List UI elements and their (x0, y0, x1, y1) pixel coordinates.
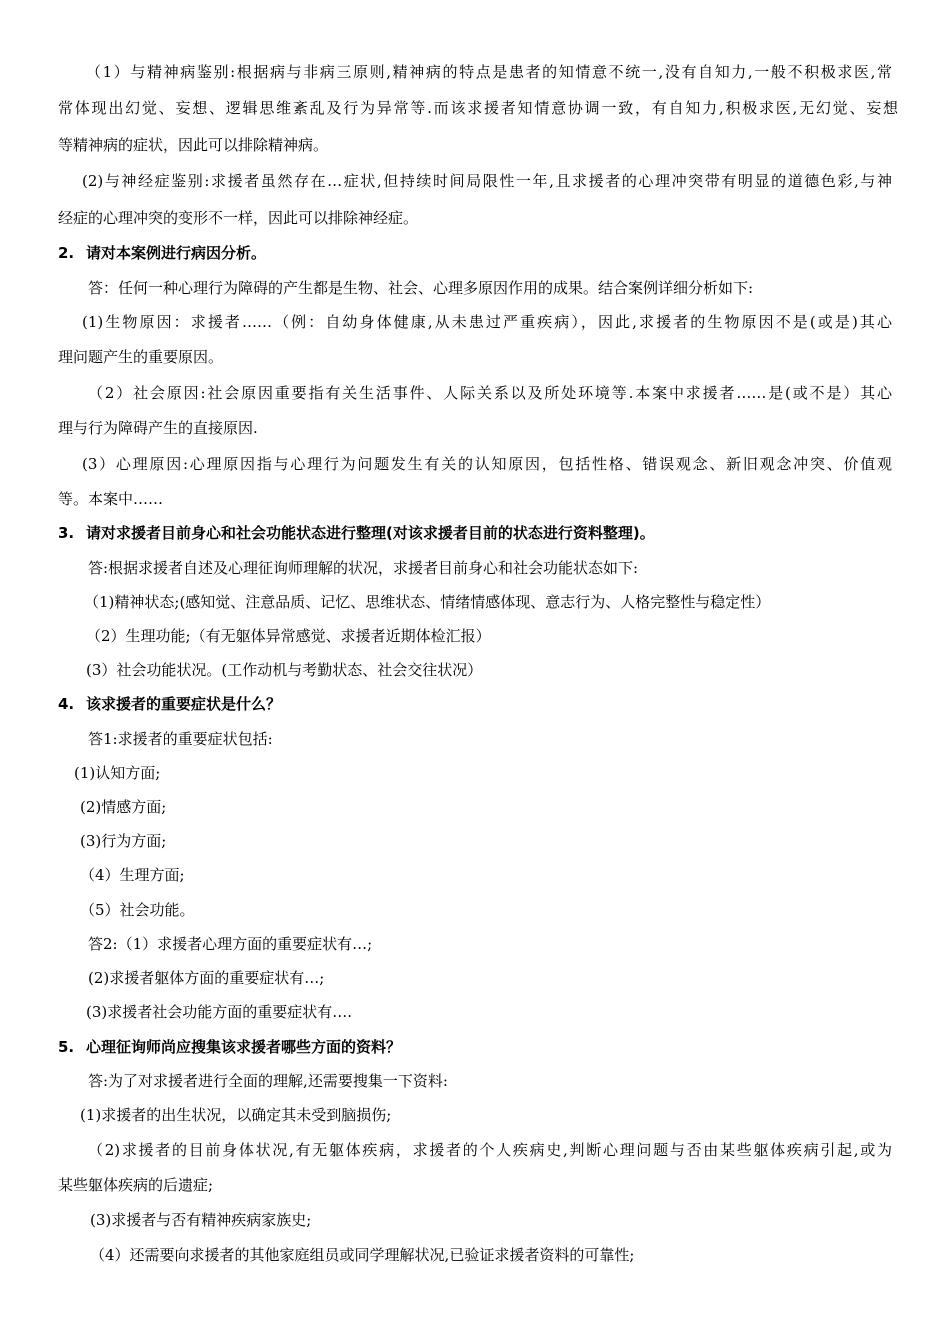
question-number: 3. (58, 524, 75, 542)
answer-line: 答:根据求援者自述及心理征询师理解的状况，求援者目前身心和社会功能状态如下: (88, 559, 639, 577)
answer-line: 答2:（1）求援者心理方面的重要症状有…; (88, 935, 373, 953)
question-title: 心理征询师尚应搜集该求援者哪些方面的资料？ (86, 1038, 402, 1056)
list-item: （4）还需要向求援者的其他家庭组员或同学理解状况,已验证求援者资料的可靠性; (90, 1246, 635, 1264)
para-line: （2）社会原因:社会原因重要指有关生活事件、人际关系以及所处环境等.本案中求援者……是(或不是）其心 (88, 384, 892, 402)
para-line: 理问题产生的重要原因。 (58, 348, 224, 366)
para-line: 理与行为障碍产生的直接原因. (58, 419, 258, 437)
list-item: (2)情感方面; (80, 798, 167, 816)
list-item: (3）社会功能状况。(工作动机与考勤状态、社会交往状况） (86, 661, 483, 679)
question-heading (58, 243, 898, 263)
question-heading (58, 694, 898, 714)
question-title: 请对求援者目前身心和社会功能状态进行整理(对该求援者目前的状态进行资料整理)。 (86, 524, 655, 542)
answer-line: 答1:求援者的重要症状包括: (88, 730, 273, 748)
question-heading (58, 523, 898, 543)
answer-line: 答：任何一种心理行为障碍的产生都是生物、社会、心理多原因作用的成果。结合案例详细分析如下: (88, 279, 754, 297)
list-item: (3)求援者与否有精神疾病家族史; (90, 1211, 312, 1229)
para-line: 经症的心理冲突的变形不一样，因此可以排除神经症。 (58, 209, 419, 227)
list-item: （2）生理功能;（有无躯体异常感觉、求援者近期体检汇报） (86, 627, 491, 645)
question-title: 该求援者的重要症状是什么？ (86, 695, 282, 713)
list-item: (1)求援者的出生状况，以确定其未受到脑损伤; (80, 1106, 392, 1124)
question-heading (58, 1037, 898, 1057)
list-item: （5）社会功能。 (80, 901, 195, 919)
question-number: 2. (58, 244, 75, 262)
para-line: （2)求援者的目前身体状况,有无躯体疾病，求援者的个人疾病史,判断心理问题与否由某些躯体疾病引起,或为 (88, 1141, 892, 1159)
answer-line: 答:为了对求援者进行全面的理解,还需要搜集一下资料: (88, 1072, 448, 1090)
list-item: (3)求援者社会功能方面的重要症状有…. (86, 1003, 353, 1021)
para-line: 等。本案中…… (58, 490, 164, 508)
para-line: (1)生物原因：求援者……（例：自幼身体健康,从未患过严重疾病），因此,求援者的生物原因不是(或是)其心 (82, 313, 892, 331)
para-line: (3）心理原因:心理原因指与心理行为问题发生有关的认知原因，包括性格、错误观念、新旧观念冲突、价值观 (82, 455, 892, 473)
list-item: (2)求援者躯体方面的重要症状有…; (88, 969, 325, 987)
para-line: (2)与神经症鉴别:求援者虽然存在…症状,但持续时间局限性一年,且求援者的心理冲突带有明显的道德色彩,与神 (82, 172, 892, 190)
question-title: 请对本案例进行病因分析。 (86, 244, 267, 262)
para-line: 常体现出幻觉、妄想、逻辑思维紊乱及行为异常等.而该求援者知情意协调一致，有自知力,积极求医,无幻觉、妄想 (58, 99, 898, 117)
para-line: 等精神病的症状，因此可以排除精神病。 (58, 136, 329, 154)
list-item: （4）生理方面; (80, 866, 185, 884)
question-number: 4. (58, 695, 75, 713)
para-line: （1）与精神病鉴别:根据病与非病三原则,精神病的特点是患者的知情意不统一,没有自知力,一般不积极求医,常 (86, 63, 892, 81)
list-item: （1)精神状态;(感知觉、注意品质、记忆、思维状态、情绪情感体现、意志行为、人格完整性与稳定性） (84, 593, 771, 611)
para-line: 某些躯体疾病的后遗症; (58, 1176, 214, 1194)
question-number: 5. (58, 1038, 75, 1056)
list-item: (3)行为方面; (80, 832, 167, 850)
list-item: (1)认知方面; (74, 764, 161, 782)
